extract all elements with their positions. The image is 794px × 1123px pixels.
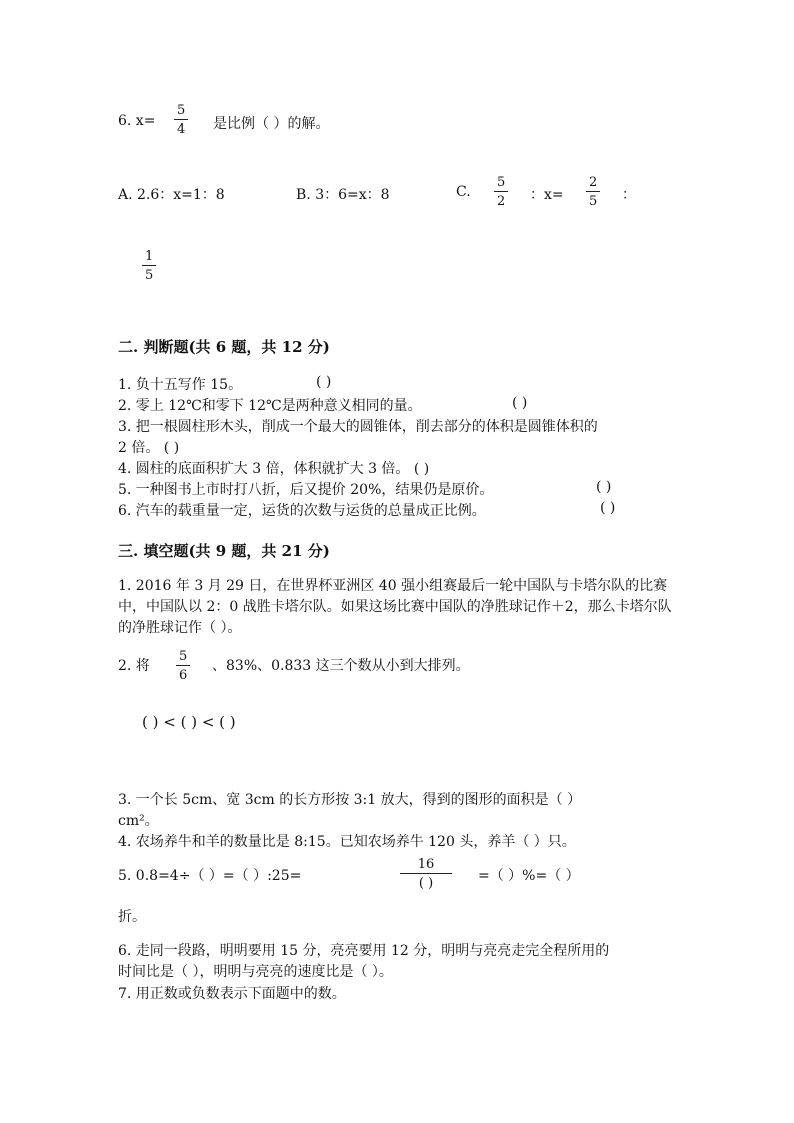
fill-question-2-suffix: 、83%、0.833 这三个数从小到大排列。 xyxy=(212,658,470,674)
q6-option-a: A. 2.6：x=1：8 xyxy=(118,187,225,203)
section3-title: 三. 填空题(共 9 题，共 21 分) xyxy=(118,542,330,560)
fill-question-2-answer: ( ) < ( ) < ( ) xyxy=(142,713,236,731)
judgment-item-5: 5. 一种图书上市时打八折，后又提价 20%，结果仍是原价。 xyxy=(118,482,494,498)
fill-question-6-line2: 时间比是（ ），明明与亮亮的速度比是（ ）。 xyxy=(118,964,393,980)
fill-question-5-fraction xyxy=(400,858,452,890)
fill-question-4: 4. 农场养牛和羊的数量比是 8:15。已知农场养牛 120 头，养羊（ ）只。 xyxy=(118,834,576,850)
fraction-denominator: 5 xyxy=(145,268,154,283)
fraction-numerator: 5 xyxy=(497,175,506,190)
judgment-item-3: 3. 把一根圆柱形木头，削成一个最大的圆锥体，削去部分的体积是圆锥体积的 xyxy=(118,419,598,435)
fill-question-6-line1: 6. 走同一段路，明明要用 15 分，亮亮要用 12 分，明明与亮亮走完全程所用的 xyxy=(118,943,610,959)
fill-question-7: 7. 用正数或负数表示下面题中的数。 xyxy=(118,986,346,1002)
fill-question-3-line1: 3. 一个长 5cm、宽 3cm 的长方形按 3:1 放大，得到的图形的面积是（ ） xyxy=(118,792,582,808)
judgment-item-4: 4. 圆柱的底面积扩大 3 倍，体积就扩大 3 倍。 ( ) xyxy=(118,461,430,477)
judgment-item-6: 6. 汽车的载重量一定，运货的次数与运货的总量成正比例。 xyxy=(118,503,486,519)
judgment-item-5-paren: ( ) xyxy=(596,479,612,495)
fraction-numerator: 1 xyxy=(145,249,154,264)
fill-question-3-line2: cm²。 xyxy=(118,813,159,829)
judgment-item-1: 1. 负十五写作 15。 xyxy=(118,377,243,393)
judgment-item-2-paren: ( ) xyxy=(512,395,528,411)
q6-option-c-fraction-1 xyxy=(494,176,508,208)
judgment-item-1-paren: ( ) xyxy=(316,374,332,390)
fraction-denominator: 5 xyxy=(589,194,598,209)
q6-option-c-fraction-3 xyxy=(142,250,156,282)
q6-fraction-numerator: 5 xyxy=(177,103,186,118)
q6-option-c-mid: ：x= xyxy=(530,187,564,203)
q6-option-c-label: C. xyxy=(456,184,471,200)
q6-suffix: 是比例（ ）的解。 xyxy=(213,116,330,132)
judgment-item-3-cont: 2 倍。 ( ) xyxy=(118,440,180,456)
fraction-denominator: 6 xyxy=(179,668,188,683)
q6-prefix: 6. x= xyxy=(118,113,156,129)
section2-title: 二. 判断题(共 6 题，共 12 分) xyxy=(118,338,330,356)
fill-question-5-prefix: 5. 0.8=4÷（ ）=（ ）:25= xyxy=(118,868,302,884)
q6-fraction xyxy=(174,104,188,136)
fraction-numerator: 5 xyxy=(179,649,188,664)
q6-fraction-denominator: 4 xyxy=(177,122,186,137)
q6-option-b: B. 3：6=x：8 xyxy=(296,187,390,203)
q6-option-c-fraction-2 xyxy=(586,176,600,208)
judgment-item-6-paren: ( ) xyxy=(600,500,616,516)
judgment-item-2: 2. 零上 12℃和零下 12℃是两种意义相同的量。 xyxy=(118,398,422,414)
fraction-denominator: 2 xyxy=(497,194,506,209)
fill-question-2-prefix: 2. 将 xyxy=(118,658,150,674)
fill-question-2-fraction xyxy=(176,650,190,682)
fill-question-5-suffix: =（ ）%=（ ） xyxy=(478,868,580,884)
fraction-numerator: 2 xyxy=(589,175,598,190)
fraction-denominator: ( ) xyxy=(418,876,434,891)
q6-option-c-colon: ： xyxy=(622,187,636,203)
fill-question-5-tail: 折。 xyxy=(118,909,146,925)
fraction-numerator: 16 xyxy=(417,857,435,872)
fill-question-1: 1. 2016 年 3 月 29 日，在世界杯亚洲区 40 强小组赛最后一轮中国队与卡塔尔队的比赛中，中国队以 2：0 战胜卡塔尔队。如果这场比赛中国队的净胜球记作＋2，那么卡塔尔队的净胜球记作（ ）。 xyxy=(118,578,672,636)
